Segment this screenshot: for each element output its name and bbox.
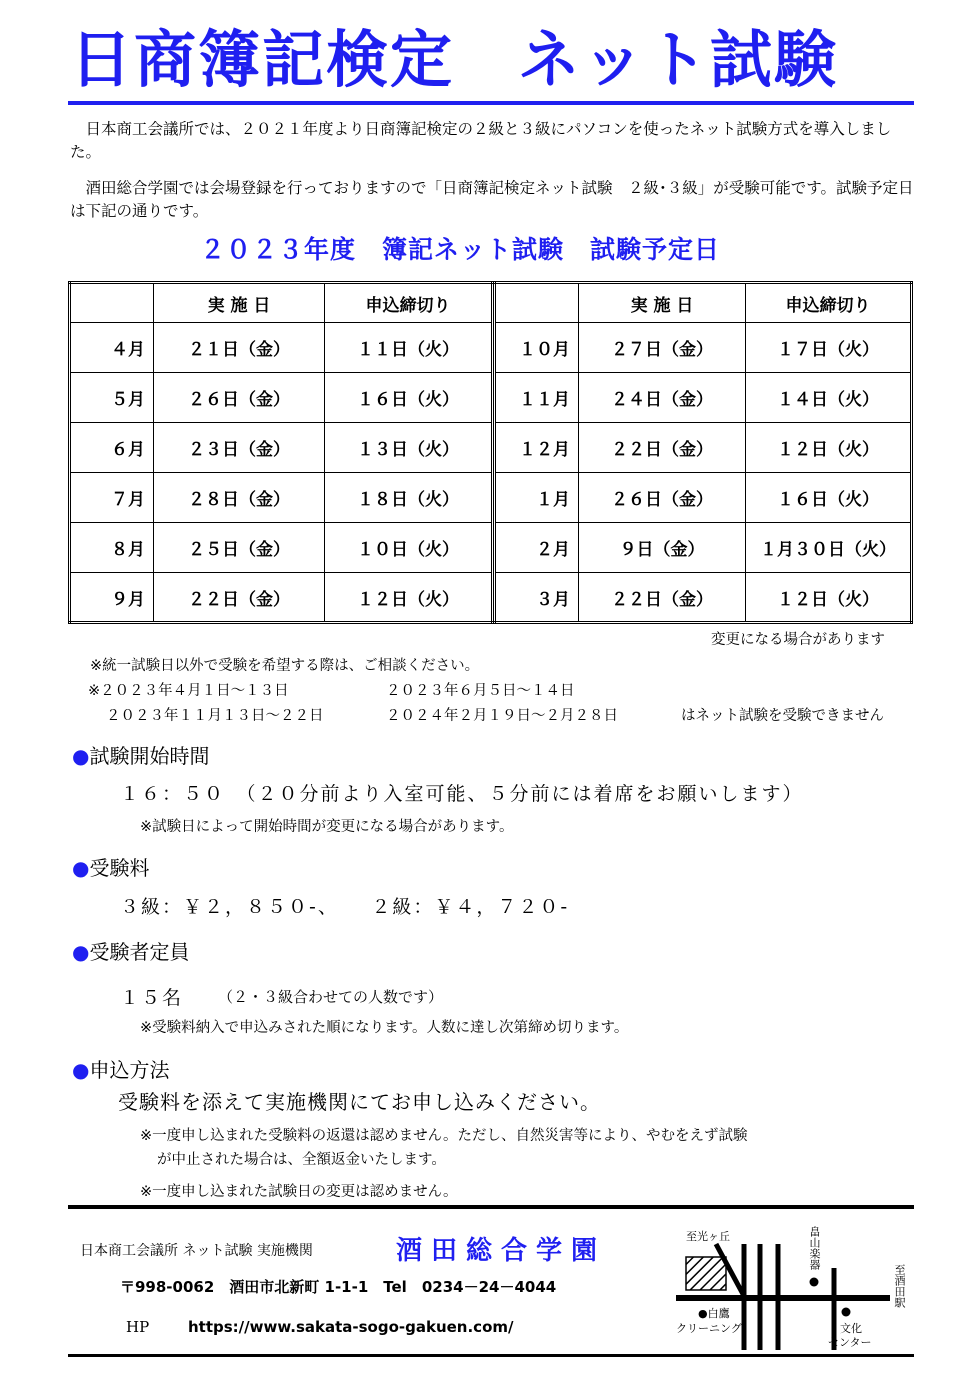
date-cell: ２４日（金） <box>579 373 746 423</box>
start-time-note: ※試験日によって開始時間が変更になる場合があります。 <box>140 819 514 835</box>
start-time-value: １６：５０ （２０分前より入室可能、５分前には着席をお願いします） <box>120 783 804 805</box>
capacity-sub: （２・３級合わせての人数です） <box>218 988 444 1006</box>
date-cell: ２２日（金） <box>579 423 746 473</box>
date-cell: ２１日（金） <box>154 323 325 373</box>
header-date: 実 施 日 <box>579 283 746 323</box>
table-row <box>495 473 912 523</box>
table-row <box>70 573 493 623</box>
table-row <box>70 373 493 423</box>
schedule-table-right <box>493 281 913 624</box>
month-cell: ７月 <box>70 473 154 523</box>
date-cell: ９日（金） <box>579 523 746 573</box>
month-cell: １２月 <box>495 423 579 473</box>
month-cell: ９月 <box>70 573 154 623</box>
date-cell: ２８日（金） <box>154 473 325 523</box>
capacity-value: １５名 <box>120 987 184 1009</box>
fee-value: ３級：￥２，８５０-、 ２級：￥４，７２０- <box>120 896 570 918</box>
month-cell: ２月 <box>495 523 579 573</box>
deadline-cell: １２日（火） <box>746 423 912 473</box>
header-deadline: 申込締切り <box>746 283 912 323</box>
excluded-range-3: ２０２３年１１月１３日～２２日 <box>106 708 324 724</box>
header-date: 実 施 日 <box>154 283 325 323</box>
map-label-station: 至酒田駅 <box>893 1264 906 1308</box>
table-row <box>495 373 912 423</box>
month-cell: ５月 <box>70 373 154 423</box>
excluded-range-1: ※２０２３年４月１日～１３日 <box>88 683 289 699</box>
deadline-cell: １８日（火） <box>325 473 493 523</box>
map-label-center-2: センター <box>828 1336 872 1349</box>
intro-paragraph-1: 日本商工会議所では、２０２１年度より日商簿記検定の２級と３級にパソコンを使ったネット試験方式を導入しました。 <box>70 120 892 161</box>
schedule-table-left <box>68 281 494 624</box>
deadline-cell: １２日（火） <box>746 573 912 623</box>
month-cell: １０月 <box>495 323 579 373</box>
deadline-cell: １１日（火） <box>325 323 493 373</box>
section-capacity-heading <box>72 936 189 965</box>
intro-paragraph-2: 酒田総合学園では会場登録を行っておりますので「日商簿記検定ネット試験 ２級･３級」が受験可能です。試験予定日は下記の通りです。 <box>70 179 914 220</box>
deadline-cell: １０日（火） <box>325 523 493 573</box>
month-cell: １１月 <box>495 373 579 423</box>
page-title: 日商簿記検定 ネット試験 <box>70 23 839 96</box>
apply-note-1a: ※一度申し込まれた受験料の返還は認めません。ただし、自然災害等により、やむをえず試験 <box>140 1128 748 1144</box>
table-row <box>70 323 493 373</box>
date-cell: ２２日（金） <box>154 573 325 623</box>
deadline-cell: １７日（火） <box>746 323 912 373</box>
header-deadline: 申込締切り <box>325 283 493 323</box>
table-row <box>495 523 912 573</box>
school-building-icon <box>686 1257 726 1290</box>
table-row <box>495 323 912 373</box>
schedule-title: ２０２３年度 簿記ネット試験 試験予定日 <box>200 235 721 264</box>
excluded-suffix: はネット試験を受験できません <box>681 708 884 724</box>
heading-text: 受験者定員 <box>89 940 190 964</box>
bullet-icon: ● <box>72 940 90 964</box>
bullet-icon: ● <box>72 856 90 880</box>
deadline-cell: １４日（火） <box>746 373 912 423</box>
heading-text: 申込方法 <box>89 1058 170 1082</box>
date-cell: ２６日（金） <box>154 373 325 423</box>
date-cell: ２３日（金） <box>154 423 325 473</box>
month-cell: ４月 <box>70 323 154 373</box>
deadline-cell: １６日（火） <box>746 473 912 523</box>
date-cell: ２７日（金） <box>579 323 746 373</box>
date-cell: ２２日（金） <box>579 573 746 623</box>
deadline-cell: １月３０日（火） <box>746 523 912 573</box>
footer-hp-link[interactable]: https://www.sakata-sogo-gakuen.com/ <box>188 1318 514 1336</box>
map-label-center-1: 文化 <box>840 1322 862 1335</box>
section-apply-heading <box>72 1054 169 1083</box>
excluded-range-2: ２０２３年６月５日～１４日 <box>386 683 575 699</box>
section-time-heading <box>72 740 209 769</box>
bullet-icon: ● <box>72 744 90 768</box>
date-cell: ２６日（金） <box>579 473 746 523</box>
footer-hp-label: HP <box>126 1318 150 1336</box>
apply-value: 受験料を添えて実施機関にてお申し込みください。 <box>118 1090 601 1114</box>
date-cell: ２５日（金） <box>154 523 325 573</box>
deadline-cell: １２日（火） <box>325 573 493 623</box>
month-cell: １月 <box>495 473 579 523</box>
footer-address: 〒998-0062 酒田市北新町 1-1-1 Tel 0234－24－4044 <box>120 1278 557 1296</box>
heading-text: 試験開始時間 <box>89 744 210 768</box>
apply-note-2: ※一度申し込まれた試験日の変更は認めません。 <box>140 1184 458 1200</box>
capacity-note: ※受験料納入で申込みされた順になります。人数に達し次第締め切ります。 <box>140 1020 629 1036</box>
apply-note-1b: が中止された場合は、全額返金いたします。 <box>157 1152 446 1168</box>
corner-cell <box>495 283 579 323</box>
table-row <box>495 423 912 473</box>
consult-note: ※統一試験日以外で受験を希望する際は、ご相談ください。 <box>90 658 480 674</box>
deadline-cell: １６日（火） <box>325 373 493 423</box>
footer-school-name: 酒田総合学園 <box>396 1236 607 1266</box>
section-fee-heading <box>72 852 149 881</box>
footer-top-rule <box>68 1205 914 1209</box>
footer-org: 日本商工会議所 ネット試験 実施機関 <box>80 1243 313 1259</box>
table-row <box>70 423 493 473</box>
month-cell: ６月 <box>70 423 154 473</box>
footer-bottom-rule <box>68 1354 914 1357</box>
landmark-dot <box>810 1278 819 1287</box>
deadline-cell: １３日（火） <box>325 423 493 473</box>
map-label-hatake: 畠山楽器 <box>808 1226 821 1270</box>
table-row <box>70 473 493 523</box>
map-label-cleaning-2: クリーニング <box>676 1322 742 1335</box>
table-row <box>495 573 912 623</box>
corner-cell <box>70 283 154 323</box>
month-cell: ８月 <box>70 523 154 573</box>
map-label-north: 至光ヶ丘 <box>686 1230 730 1243</box>
change-note: 変更になる場合があります <box>711 632 885 648</box>
bullet-icon: ● <box>72 1058 90 1082</box>
excluded-range-4: ２０２４年２月１９日～２月２８日 <box>386 708 618 724</box>
table-row <box>70 523 493 573</box>
map-label-cleaning-1: ●白鷹 <box>698 1307 730 1320</box>
month-cell: ３月 <box>495 573 579 623</box>
heading-text: 受験料 <box>89 856 150 880</box>
title-underline <box>68 101 914 105</box>
landmark-dot <box>842 1308 851 1317</box>
